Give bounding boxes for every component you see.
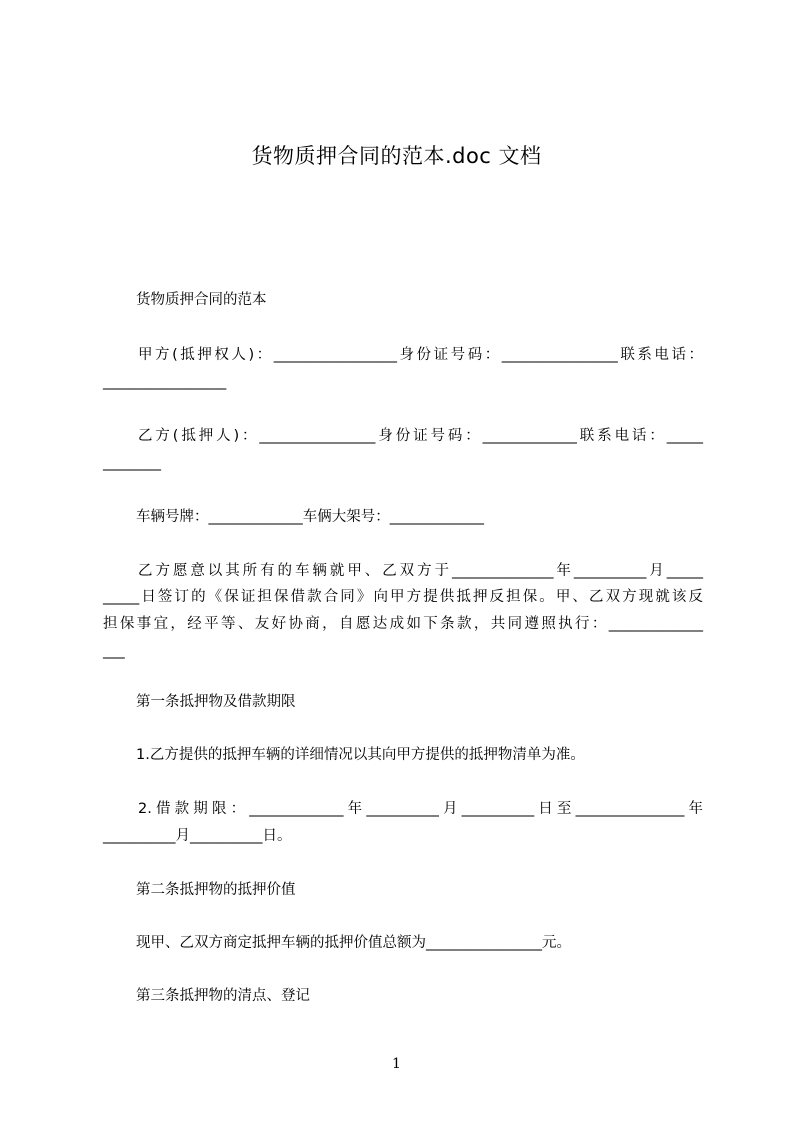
clause-1-1: 1.乙方提供的抵押车辆的详细情况以其向甲方提供的抵押物清单为准。 <box>136 747 585 763</box>
article-3-heading: 第三条抵押物的清点、登记 <box>136 988 310 1004</box>
preamble-line-4: ___ <box>103 643 125 659</box>
preamble-line-3: 担保事宜，经平等、友好协商，自愿达成如下条款，共同遵照执行：_____________ <box>103 616 703 632</box>
clause-1-2-line-1: 2.借款期限：_____________年__________月__________日至_______________年 <box>138 801 703 817</box>
article-1-heading: 第一条抵押物及借款期限 <box>136 694 296 710</box>
party-a-phone-blank: _________________ <box>103 374 227 390</box>
party-b-line: 乙方(抵押人)：________________身份证号码：_____________联系电话：_____ <box>138 428 703 444</box>
page-number: 1 <box>392 1056 401 1072</box>
article-2-body: 现甲、乙双方商定抵押车辆的抵押价值总额为________________元。 <box>136 935 571 951</box>
article-2-heading: 第二条抵押物的抵押价值 <box>136 882 296 898</box>
preamble-line-2: _____日签订的《保证担保借款合同》向甲方提供抵押反担保。甲、乙双方现就该反 <box>103 589 703 605</box>
document-title: 货物质押合同的范本.doc 文档 <box>251 144 542 168</box>
clause-1-2-line-2: __________月__________日。 <box>103 828 292 844</box>
party-b-phone-blank: ________ <box>103 455 161 471</box>
party-a-line: 甲方(抵押权人)：_________________身份证号码：________________联系电话： <box>138 347 703 363</box>
vehicle-info-line: 车辆号牌：_____________车俩大架号：_____________ <box>136 509 484 525</box>
contract-heading: 货物质押合同的范本 <box>136 292 267 308</box>
preamble-line-1: 乙方愿意以其所有的车辆就甲、乙双方于______________年__________月_____ <box>138 563 703 579</box>
